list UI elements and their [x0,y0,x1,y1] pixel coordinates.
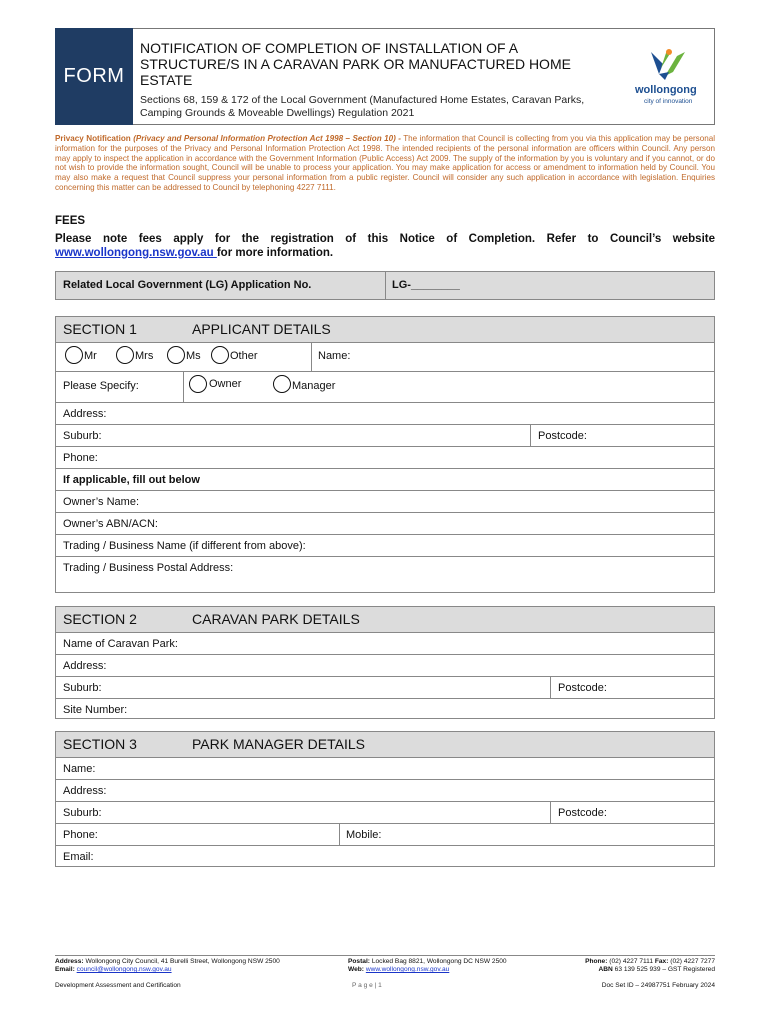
footer-address-label: Address: [55,958,84,965]
manager-phone-row [56,824,714,846]
section-number: SECTION 2 [63,611,137,627]
footer-email-label: Email: [55,966,75,973]
footer-fax: (02) 4227 7277 [670,958,715,965]
park-postcode-label: Postcode: [558,682,607,694]
owners-name-label: Owner’s Name: [63,496,140,508]
address-label: Address: [63,408,107,420]
title-ms-radio[interactable] [167,346,185,364]
fees-heading: FEES [55,215,86,227]
if-applicable-label: If applicable, fill out below [63,474,200,486]
footer-contact-block [555,958,715,974]
page-subtitle: Sections 68, 159 & 172 of the Local Government (Manufactured Home Estates, Caravan Parks, Camping Grounds & Moveable Dwellings) Regulation 2021 [140,94,585,119]
footer-phone: (02) 4227 7111 [609,958,654,965]
footer-fax-label: Fax: [654,958,669,965]
suburb-row [56,425,714,447]
title-mr-radio[interactable] [65,346,83,364]
related-application-field[interactable]: LG-________ [392,279,460,291]
phone-label: Phone: [63,452,98,464]
manager-address-label: Address: [63,785,107,797]
owners-abn-field[interactable] [56,513,714,535]
manager-email-label: Email: [63,851,94,863]
privacy-notice [55,134,715,193]
footer-abn: 63 139 525 939 – GST Registered [614,966,715,973]
footer-web-link[interactable]: www.wollongong.nsw.gov.au [365,966,450,973]
footer-postal-label: Postal: [348,958,370,965]
footer-phone-label: Phone: [585,958,608,965]
postcode-label: Postcode: [538,430,587,442]
manager-email-field[interactable] [56,846,714,866]
title-mr-label: Mr [84,350,97,362]
wollongong-logo-icon [625,46,707,86]
title-ms-label: Ms [186,350,201,362]
title-mrs-label: Mrs [135,350,154,362]
park-name-label: Name of Caravan Park: [63,638,178,650]
site-number-label: Site Number: [63,704,128,716]
suburb-label: Suburb: [63,430,102,442]
trading-address-label: Trading / Business Postal Address: [63,562,234,574]
section-number: SECTION 3 [63,736,137,752]
council-logo [625,46,707,110]
address-field[interactable] [56,403,714,425]
title-row [56,343,714,372]
logo-wordmark: wollongong [635,84,697,96]
manager-suburb-row [56,802,714,824]
footer-email-link[interactable]: council@wollongong.nsw.gov.au [76,966,172,973]
section-header [56,317,714,343]
related-application-row [55,271,715,300]
section-park-manager-details [55,731,715,867]
section-title: APPLICANT DETAILS [192,321,331,337]
role-owner-radio[interactable] [189,375,207,393]
title-other-label: Other [230,350,258,362]
footer-page-number: P a g e | 1 [352,982,382,989]
fees-after-link: for more information. [216,247,334,259]
logo-tagline: city of innovation [644,98,693,105]
specify-label: Please Specify: [63,380,139,392]
privacy-text: The information that Council is collecting from you via this application may be personal information for the purposes of the Privacy and Personal Information Protection Act 1998. The intended recipients of the personal information are officers within Council. Any person may apply to inspect the application in accordance with the Government Information (Public Access) Act 2009. The supply of the information by you is voluntary and if you cannot, or do not wish to provide the information sought, Council will be unable to process your application. You may make application for access or amendment to information held by Council. You may also make a request that Council suppress your personal information from a public register. Council will consider any such application in accordance with legislation. Enquiries concerning this matter can be addressed to Council by telephoning 4227 7111. [55,134,715,192]
footer-postal: Locked Bag 8821, Wollongong DC NSW 2500 [371,958,507,965]
section-header [56,607,714,633]
privacy-act: (Privacy and Personal Information Protection Act 1998 – Section 10) - [133,134,401,143]
park-suburb-label: Suburb: [63,682,102,694]
owners-name-field[interactable] [56,491,714,513]
phone-field[interactable] [56,447,714,469]
footer-abn-label: ABN [598,966,613,973]
owners-abn-label: Owner’s ABN/ACN: [63,518,158,530]
trading-address-field[interactable] [56,557,714,592]
role-row [56,372,714,403]
footer-web-label: Web: [348,966,364,973]
park-name-field[interactable] [56,633,714,655]
footer-address-block [55,958,345,974]
park-address-label: Address: [63,660,107,672]
if-applicable-row [56,469,714,491]
footer-department: Development Assessment and Certification [55,982,181,989]
trading-name-field[interactable] [56,535,714,557]
manager-suburb-label: Suburb: [63,807,102,819]
site-number-field[interactable] [56,699,714,718]
manager-name-field[interactable] [56,758,714,780]
manager-postcode-label: Postcode: [558,807,607,819]
form-label: FORM [55,28,133,125]
title-other-radio[interactable] [211,346,229,364]
park-suburb-row [56,677,714,699]
section-number: SECTION 1 [63,321,137,337]
fees-text [55,232,715,260]
role-owner-label: Owner [209,378,242,390]
section-caravan-park-details [55,606,715,719]
footer-divider [55,955,715,956]
section-applicant-details [55,316,715,593]
section-title: CARAVAN PARK DETAILS [192,611,360,627]
trading-name-label: Trading / Business Name (if different from above): [63,540,306,552]
manager-phone-label: Phone: [63,829,98,841]
footer-doc-id: Doc Set ID – 24987751 February 2024 [601,982,715,989]
section-title: PARK MANAGER DETAILS [192,736,365,752]
role-manager-label: Manager [292,380,336,392]
section-header [56,732,714,758]
council-website-link[interactable]: www.wollongong.nsw.gov.au [55,247,217,259]
manager-mobile-label: Mobile: [346,829,382,841]
park-address-field[interactable] [56,655,714,677]
page-title: NOTIFICATION OF COMPLETION OF INSTALLATION OF A STRUCTURE/S IN A CARAVAN PARK OR MANUFACTURED HOME ESTATE [140,40,571,88]
manager-address-field[interactable] [56,780,714,802]
footer-postal-block [348,958,553,974]
name-label: Name: [318,350,351,362]
fees-note: Please note fees apply for the registration of this Notice of Completion. Refer to Council’s website [55,233,715,245]
footer-address: Wollongong City Council, 41 Burelli Street, Wollongong NSW 2500 [85,958,280,965]
related-application-label: Related Local Government (LG) Application No. [63,279,312,291]
privacy-heading: Privacy Notification [55,134,131,143]
title-mrs-radio[interactable] [116,346,134,364]
role-manager-radio[interactable] [273,375,291,393]
manager-name-label: Name: [63,763,96,775]
